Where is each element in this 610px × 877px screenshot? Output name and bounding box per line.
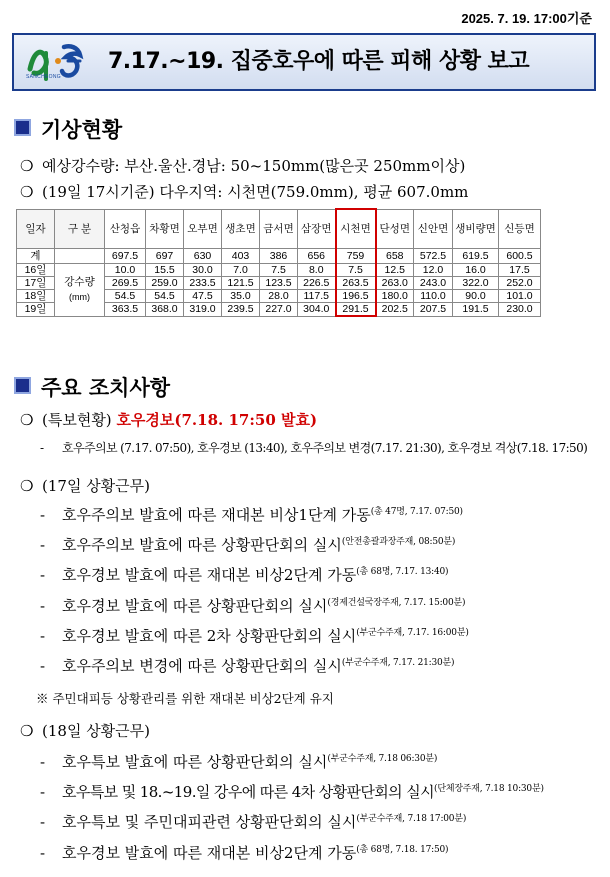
alert-detail-line: - 호우주의보 (7.17. 07:50), 호우경보 (13:40), 호우주의보 변경(7.17. 21:30), 호우경보 격상(7.18. 17:50) bbox=[40, 441, 588, 455]
action-text: 호우경보 발효에 따른 2차 상황판단회의 실시 bbox=[62, 626, 357, 645]
rain-value: 17.5 bbox=[499, 264, 541, 277]
rain-value: 227.0 bbox=[260, 303, 298, 317]
rain-value: 28.0 bbox=[260, 290, 298, 303]
col-header-district: 단성면 bbox=[376, 209, 414, 249]
action-note: (단체장주재, 7.18 10:30분) bbox=[434, 784, 544, 795]
action-item: - 호우경보 발효에 따른 재대본 비상2단계 가동$^{(총 68명, 7.17. 13:40)}$ bbox=[40, 566, 449, 585]
rainfall-table bbox=[16, 208, 541, 317]
rain-value: 12.0 bbox=[414, 264, 453, 277]
rain-value-highlight: 196.5 bbox=[336, 290, 376, 303]
circle-bullet-icon: ❍ bbox=[20, 477, 34, 495]
rain-value: 304.0 bbox=[298, 303, 336, 317]
rain-value-highlight: 759 bbox=[336, 249, 376, 264]
rain-value: 386 bbox=[260, 249, 298, 264]
page-title: 7.17.~19. 집중호우에 따른 피해 상황 보고 bbox=[108, 49, 530, 74]
section-square-icon bbox=[14, 119, 31, 136]
rain-value: 54.5 bbox=[146, 290, 184, 303]
rain-value: 90.0 bbox=[453, 290, 499, 303]
rain-value: 15.5 bbox=[146, 264, 184, 277]
rain-value: 202.5 bbox=[376, 303, 414, 317]
rain-value: 368.0 bbox=[146, 303, 184, 317]
rain-value: 243.0 bbox=[414, 277, 453, 290]
action-item: - 호우주의보 변경에 따른 상황판단회의 실시$^{(부군수주재, 7.17. 21:30분)}$ bbox=[40, 657, 455, 675]
action-item: - 호우경보 발효에 따른 2차 상황판단회의 실시$^{(부군수주재, 7.17. 16:00분)}$ bbox=[40, 626, 469, 645]
rain-value: 600.5 bbox=[499, 249, 541, 264]
forecast-line: ❍ 예상강수량: 부산.울산.경남: 50~150mm(많은곳 250mm이상) bbox=[20, 157, 466, 175]
action-item: - 호우특보 및 주민대피관련 상황판단회의 실시$^{(부군수주재, 7.18 17:00분)}$ bbox=[40, 813, 467, 832]
section-square-icon bbox=[14, 377, 31, 394]
rain-value: 110.0 bbox=[414, 290, 453, 303]
rain-value: 47.5 bbox=[184, 290, 222, 303]
rain-value: 101.0 bbox=[499, 290, 541, 303]
rain-value: 117.5 bbox=[298, 290, 336, 303]
rain-value: 30.0 bbox=[184, 264, 222, 277]
rain-value: 8.0 bbox=[298, 264, 336, 277]
action-text: 호우주의보 발효에 따른 상황판단회의 실시 bbox=[62, 536, 342, 555]
action-text: 호우경보 발효에 따른 재대본 비상2단계 가동 bbox=[62, 566, 357, 585]
rain-value: 230.0 bbox=[499, 303, 541, 317]
rain-value: 7.0 bbox=[222, 264, 260, 277]
rain-value: 630 bbox=[184, 249, 222, 264]
action-note: (부군수주재, 7.17. 16:00분) bbox=[356, 627, 469, 638]
rain-value: 572.5 bbox=[414, 249, 453, 264]
rain-value: 54.5 bbox=[105, 290, 146, 303]
table-header-row bbox=[17, 209, 541, 249]
row-category-empty bbox=[55, 249, 105, 264]
observed-rain-line: ❍ (19일 17시기준) 다우지역: 시천면(759.0mm), 평균 607.0mm bbox=[20, 183, 469, 201]
action-note: (총 68명, 7.17. 13:40) bbox=[356, 567, 449, 578]
col-header-category: 구 분 bbox=[55, 209, 105, 249]
circle-bullet-icon: ❍ bbox=[20, 157, 34, 175]
rain-value: 619.5 bbox=[453, 249, 499, 264]
col-header-district: 산청읍 bbox=[105, 209, 146, 249]
rain-value: 697 bbox=[146, 249, 184, 264]
day18-heading: ❍ (18일 상황근무) bbox=[20, 722, 151, 740]
col-header-district: 차황면 bbox=[146, 209, 184, 249]
action-note: (부군수주재, 7.18 17:00분) bbox=[356, 814, 467, 825]
group-unit-text: (mm) bbox=[69, 291, 90, 302]
rain-value: 35.0 bbox=[222, 290, 260, 303]
action-item: - 호우특보 및 18.~19.일 강우에 따른 4차 상황판단회의 실시$^{(단체장주재, 7.18 10:30분)}$ bbox=[40, 783, 544, 802]
rain-value-highlight: 7.5 bbox=[336, 264, 376, 277]
action-text: 호우주의보 발효에 따른 재대본 비상1단계 가동 bbox=[62, 506, 371, 524]
rain-value: 252.0 bbox=[499, 277, 541, 290]
row-date: 18일 bbox=[17, 290, 55, 303]
col-header-district: 삼장면 bbox=[298, 209, 336, 249]
rain-value: 7.5 bbox=[260, 264, 298, 277]
action-note: (경제건설국장주재, 7.17. 15:00분) bbox=[327, 597, 466, 608]
rain-value: 259.0 bbox=[146, 277, 184, 290]
actions-section-heading: 주요 조치사항 bbox=[14, 372, 170, 402]
alert-status-line: ❍ (특보현황) 호우경보(7.18. 17:50 발효) bbox=[20, 411, 318, 429]
action-text: 호우특보 및 주민대피관련 상황판단회의 실시 bbox=[62, 813, 357, 832]
note-line: ※ 주민대피등 상황관리를 위한 재대본 비상2단계 유지 bbox=[36, 691, 334, 706]
col-header-district: 신등면 bbox=[499, 209, 541, 249]
action-note: (부군수주재, 7.18 06:30분) bbox=[327, 754, 438, 764]
action-text: 호우주의보 변경에 따른 상황판단회의 실시 bbox=[62, 657, 342, 675]
day17-heading: ❍ (17일 상황근무) bbox=[20, 477, 151, 495]
action-item: - 호우경보 발효에 따른 상황판단회의 실시$^{(경제건설국장주재, 7.17. 15:00분)}$ bbox=[40, 596, 466, 615]
rain-value: 180.0 bbox=[376, 290, 414, 303]
row-date: 17일 bbox=[17, 277, 55, 290]
table-row bbox=[17, 264, 541, 277]
col-header-district: 오부면 bbox=[184, 209, 222, 249]
circle-bullet-icon: ❍ bbox=[20, 722, 34, 740]
rain-value: 656 bbox=[298, 249, 336, 264]
action-note: (총 47명, 7.17. 07:50) bbox=[370, 507, 463, 517]
col-header-district: 신안면 bbox=[414, 209, 453, 249]
rain-value: 16.0 bbox=[453, 264, 499, 277]
action-note: (안전총괄과장주재, 08:50분) bbox=[341, 537, 456, 548]
row-date: 16일 bbox=[17, 264, 55, 277]
rain-value: 269.5 bbox=[105, 277, 146, 290]
rainfall-group-label bbox=[55, 264, 105, 317]
weather-section-heading: 기상현황 bbox=[14, 114, 122, 144]
rain-value: 233.5 bbox=[184, 277, 222, 290]
col-header-district: 생비량면 bbox=[453, 209, 499, 249]
group-label-text: 강수량 bbox=[64, 275, 95, 288]
col-header-district-highlight: 시천면 bbox=[336, 209, 376, 249]
rain-value-highlight: 263.5 bbox=[336, 277, 376, 290]
action-item: - 호우특보 발효에 따른 상황판단회의 실시$^{(부군수주재, 7.18 06:30분)}$ bbox=[40, 753, 438, 771]
action-text: 호우경보 발효에 따른 재대본 비상2단계 가동 bbox=[62, 843, 357, 862]
action-note: (총 68명, 7.18. 17:50) bbox=[356, 844, 449, 855]
row-date: 19일 bbox=[17, 303, 55, 317]
rain-value: 658 bbox=[376, 249, 414, 264]
action-item: - 호우주의보 발효에 따른 재대본 비상1단계 가동$^{(총 47명, 7.17. 07:50)}$ bbox=[40, 506, 463, 524]
rain-value: 697.5 bbox=[105, 249, 146, 264]
sancheong-logo bbox=[24, 39, 86, 89]
circle-bullet-icon: ❍ bbox=[20, 411, 34, 429]
action-text: 호우특보 발효에 따른 상황판단회의 실시 bbox=[62, 753, 328, 771]
rain-value: 191.5 bbox=[453, 303, 499, 317]
rain-value: 403 bbox=[222, 249, 260, 264]
report-timestamp: 2025. 7. 19. 17:00기준 bbox=[461, 11, 592, 26]
col-header-date: 일자 bbox=[17, 209, 55, 249]
rain-value: 10.0 bbox=[105, 264, 146, 277]
rain-value: 207.5 bbox=[414, 303, 453, 317]
rain-value: 263.0 bbox=[376, 277, 414, 290]
title-banner bbox=[12, 33, 596, 91]
col-header-district: 금서면 bbox=[260, 209, 298, 249]
table-row bbox=[17, 249, 541, 264]
row-date: 계 bbox=[17, 249, 55, 264]
rain-value: 319.0 bbox=[184, 303, 222, 317]
rain-value: 226.5 bbox=[298, 277, 336, 290]
logo-subtitle: SANCHEONG bbox=[26, 74, 61, 80]
action-text: 호우경보 발효에 따른 상황판단회의 실시 bbox=[62, 596, 328, 615]
rain-value: 123.5 bbox=[260, 277, 298, 290]
circle-bullet-icon: ❍ bbox=[20, 183, 34, 201]
action-item: - 호우경보 발효에 따른 재대본 비상2단계 가동$^{(총 68명, 7.18. 17:50)}$ bbox=[40, 843, 449, 862]
rain-value: 322.0 bbox=[453, 277, 499, 290]
action-item: - 호우주의보 발효에 따른 상황판단회의 실시$^{(안전총괄과장주재, 08:50분)}$ bbox=[40, 536, 456, 555]
rain-value: 121.5 bbox=[222, 277, 260, 290]
action-note: (부군수주재, 7.17. 21:30분) bbox=[341, 658, 455, 668]
rain-value: 239.5 bbox=[222, 303, 260, 317]
rain-value: 363.5 bbox=[105, 303, 146, 317]
col-header-district: 생초면 bbox=[222, 209, 260, 249]
rain-value: 12.5 bbox=[376, 264, 414, 277]
alert-status-red: 호우경보(7.18. 17:50 발효) bbox=[116, 411, 318, 429]
rain-value-highlight: 291.5 bbox=[336, 303, 376, 317]
action-text: 호우특보 및 18.~19.일 강우에 따른 4차 상황판단회의 실시 bbox=[62, 783, 435, 802]
